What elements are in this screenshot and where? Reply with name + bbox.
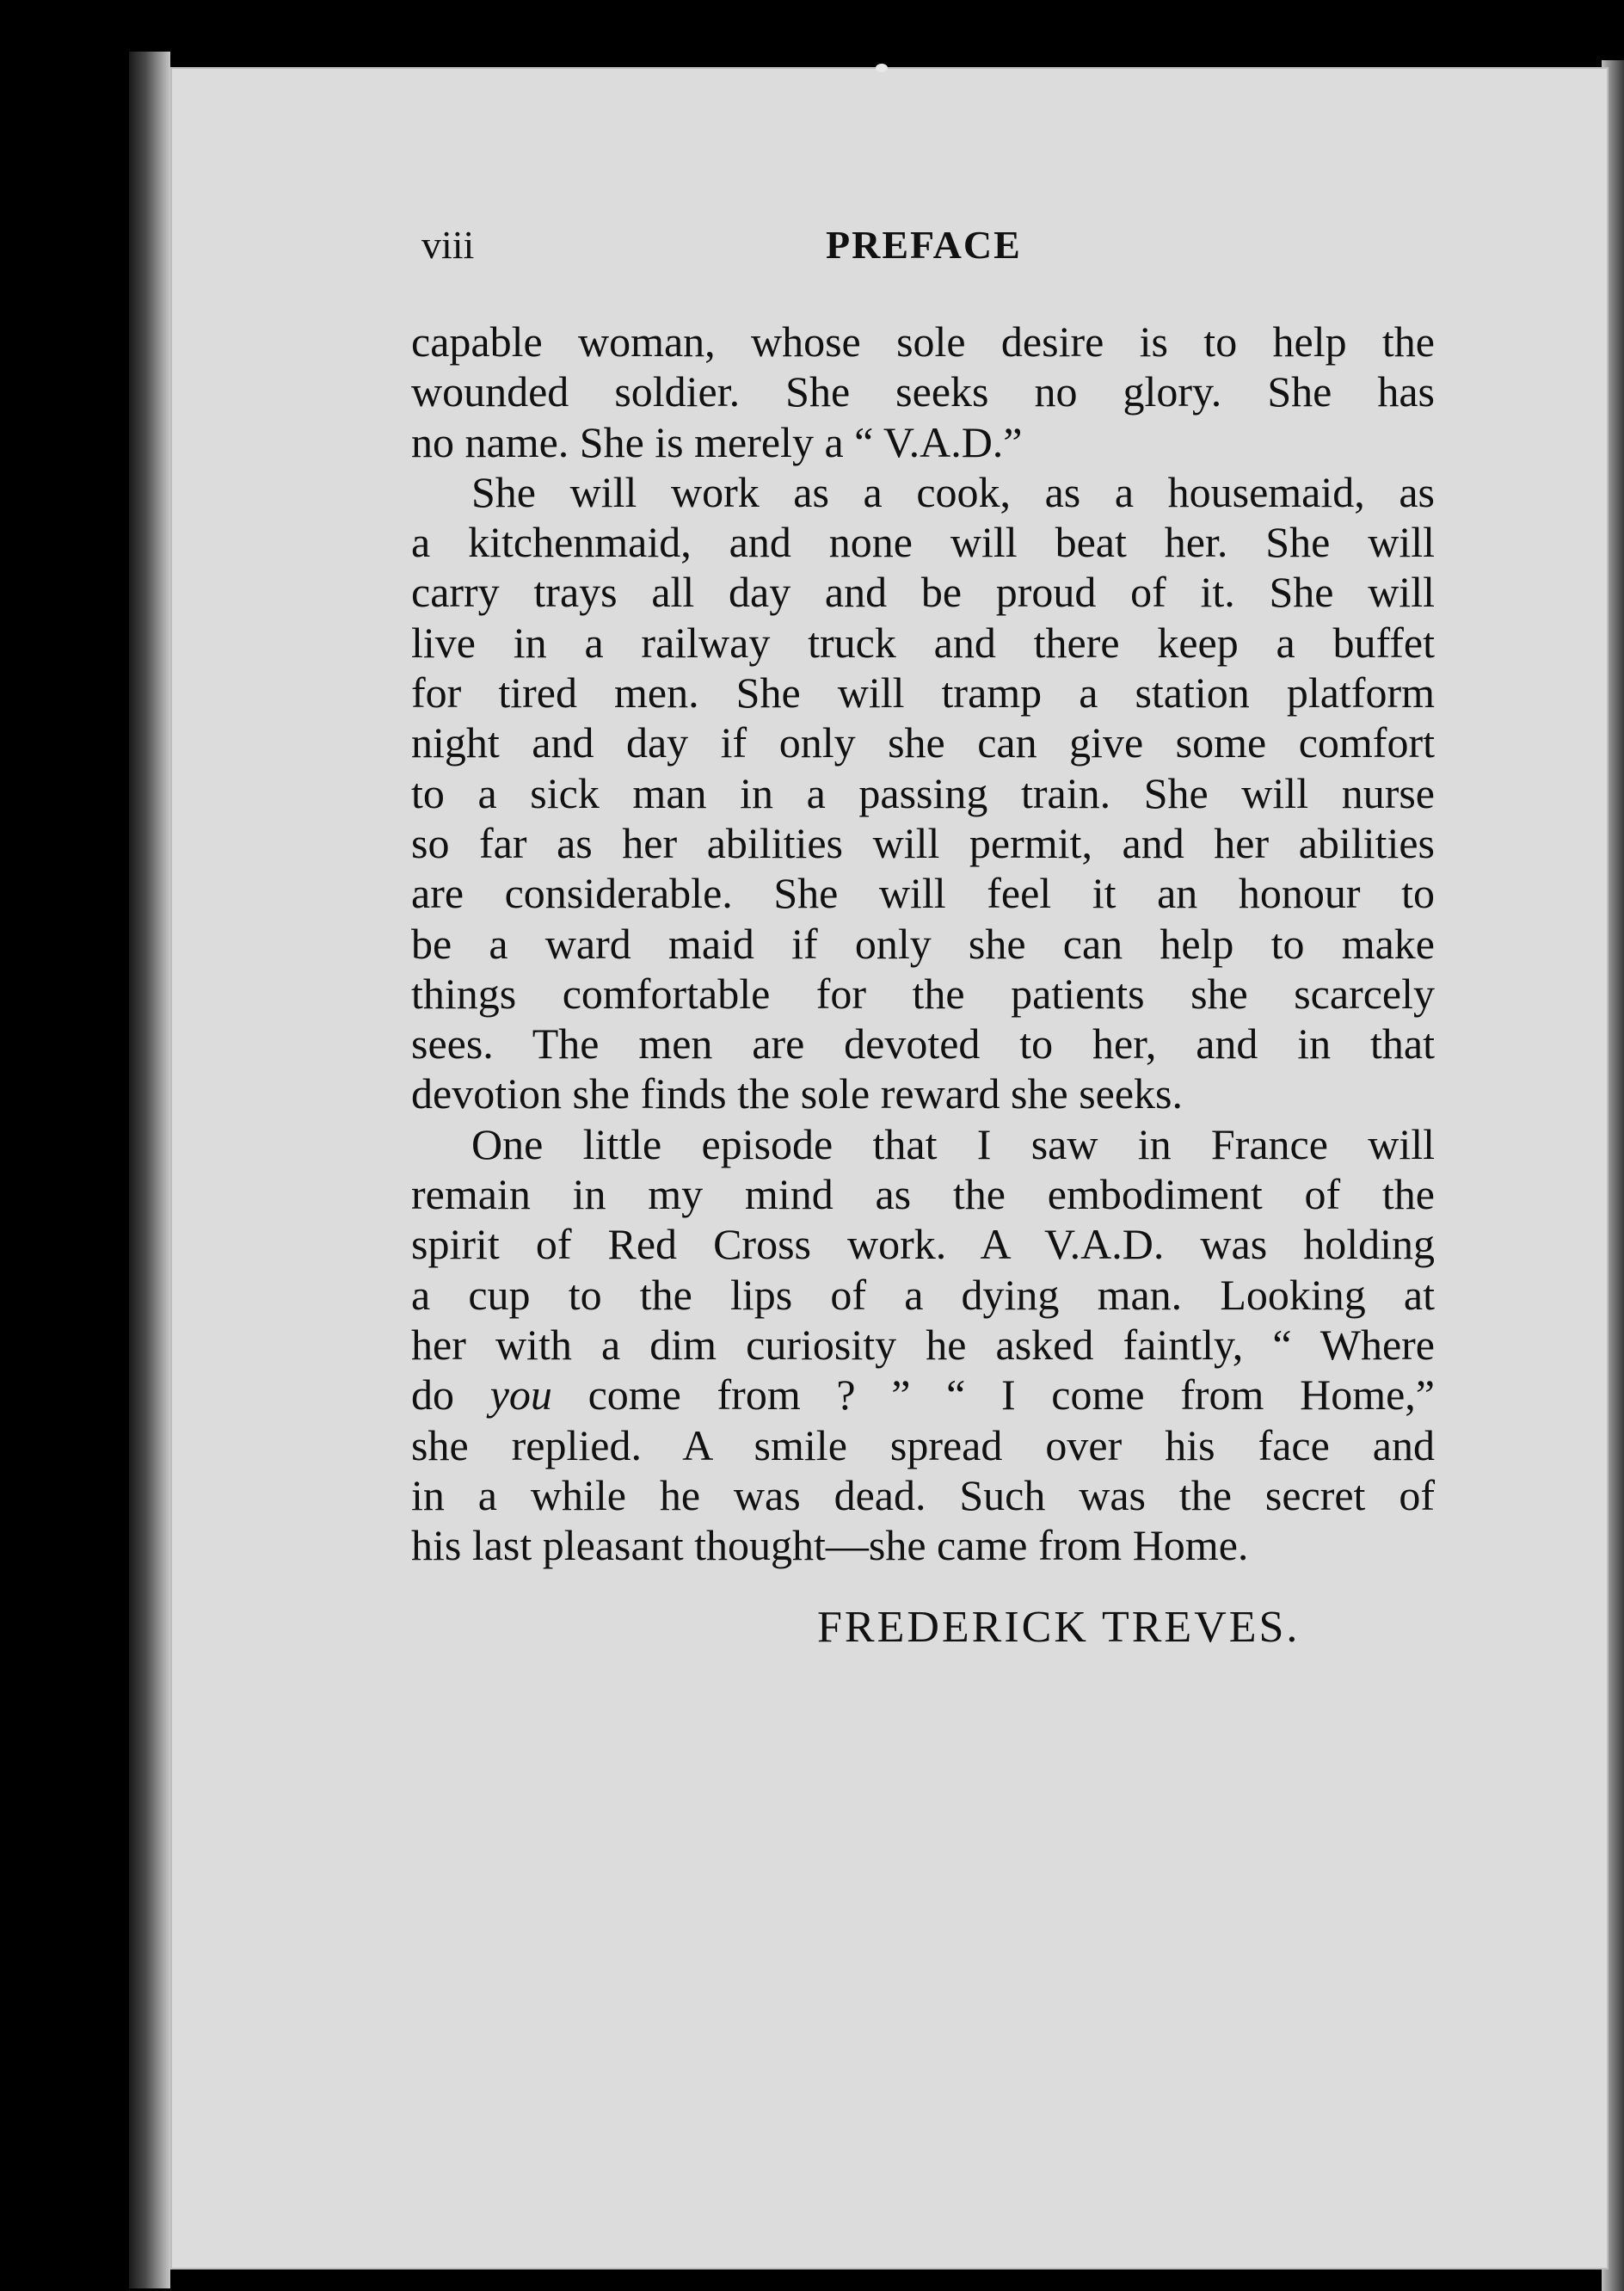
paper-speck (876, 64, 888, 72)
page-number: viii (421, 223, 475, 267)
text-line: a cup to the lips of a dying man. Looking at (411, 1270, 1435, 1319)
text-line: her with a dim curiosity he asked faintly, “ Where (411, 1320, 1435, 1369)
author-signature: FREDERICK TREVES. (817, 1603, 1301, 1652)
text-line: sees. The men are devoted to her, and in that (411, 1019, 1435, 1069)
text-line: carry trays all day and be proud of it. She will (411, 568, 1435, 617)
italic-word: you (489, 1370, 552, 1420)
text-line: One little episode that I saw in France will (471, 1119, 1435, 1168)
text-line: his last pleasant thought—she came from Home. (411, 1521, 1249, 1570)
text-line: for tired men. She will tramp a station platform (411, 668, 1435, 717)
text-fragment: do (411, 1370, 490, 1420)
preface-text (411, 317, 1435, 1570)
text-line: be a ward maid if only she can help to make (411, 919, 1435, 968)
book-binding-edge (129, 52, 170, 2288)
text-line: remain in my mind as the embodiment of the (411, 1170, 1435, 1219)
text-line: she replied. A smile spread over his face and (411, 1420, 1435, 1469)
text-line: are considerable. She will feel it an honour to (411, 869, 1435, 918)
text-line: spirit of Red Cross work. A V.A.D. was holding (411, 1220, 1435, 1269)
text-line: no name. She is merely a “ V.A.D.” (411, 417, 1023, 466)
text-line (411, 1370, 1435, 1420)
text-line: live in a railway truck and there keep a buffet (411, 618, 1435, 667)
text-line: She will work as a cook, as a housemaid, as (471, 467, 1435, 516)
text-line: night and day if only she can give some comfort (411, 718, 1435, 767)
text-line: to a sick man in a passing train. She will nurse (411, 768, 1435, 817)
text-line: in a while he was dead. Such was the secret of (411, 1470, 1435, 1519)
text-line: capable woman, whose sole desire is to help the (411, 317, 1435, 366)
text-line: a kitchenmaid, and none will beat her. She will (411, 518, 1435, 567)
text-line: so far as her abilities will permit, and her abilities (411, 818, 1435, 867)
running-head (421, 222, 1032, 274)
text-line: devotion she finds the sole reward she seeks. (411, 1069, 1183, 1118)
running-title: PREFACE (826, 223, 1022, 267)
text-fragment: come from ? ” “ I come from Home,” (551, 1370, 1436, 1420)
text-line: things comfortable for the patients she scarcely (411, 969, 1435, 1018)
text-line: wounded soldier. She seeks no glory. She has (411, 367, 1435, 416)
